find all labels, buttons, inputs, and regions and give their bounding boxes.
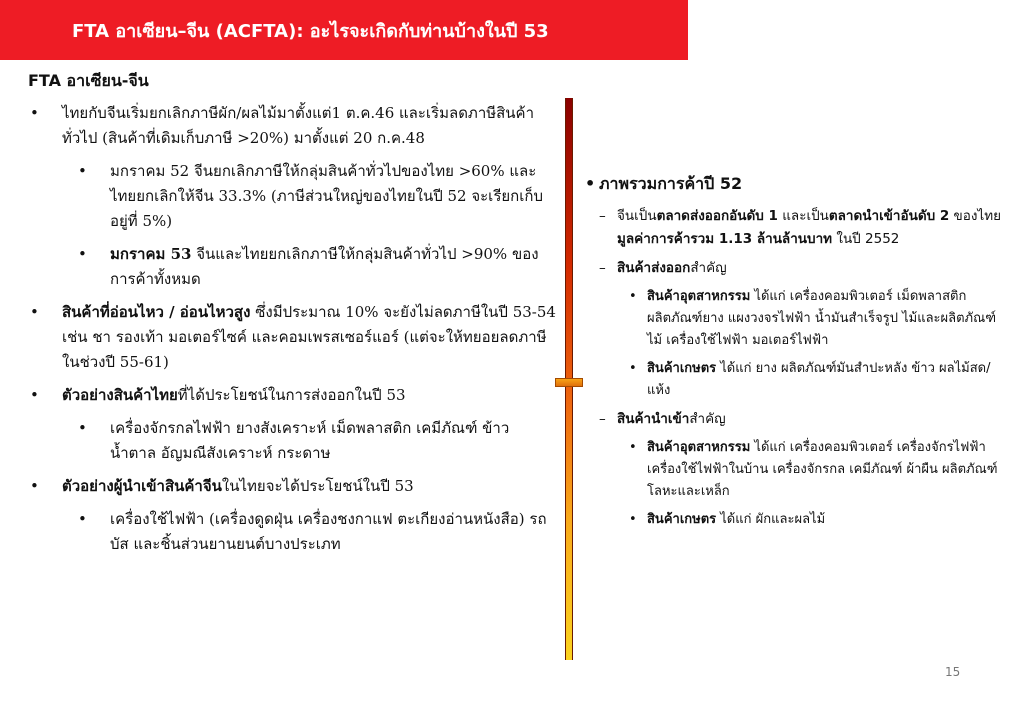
overview-heading <box>585 172 1005 195</box>
bullet-bold-text: ตัวอย่างผู้นำเข้าสินค้าจีน <box>62 477 222 495</box>
page-number: 15 <box>945 665 961 679</box>
bullet-icon: • <box>629 440 637 455</box>
dash-bold-text: มูลค่าการค้ารวม 1.13 ล้านล้านบาท <box>617 231 833 247</box>
section-subtitle: FTA อาเซียน-จีน <box>28 71 149 90</box>
bullet-bold-text: สินค้าอุตสาหกรรม <box>647 289 751 304</box>
dash-text: สำคัญ <box>689 411 726 427</box>
bullet-text: ที่ได้ประโยชน์ในการส่งออกในปี 53 <box>177 386 406 404</box>
bullet-text: ซึ่งมีประมาณ 10% จะยังไม่ลดภาษีในปี 53-54 เช่น ชา รองเท้า มอเตอร์ไซค์ และคอมเพรสเซอร์แอร์ (แต่จะให้ทยอยลดภาษีในช่วงปี 55-61) <box>62 303 556 371</box>
overview-heading-text: ภาพรวมการค้าปี 52 <box>599 174 743 193</box>
bullet-item <box>28 474 558 499</box>
bullet-item <box>28 383 558 408</box>
sub-bullet-item <box>585 358 1005 402</box>
sub-bullet-item <box>28 242 558 292</box>
dash-icon: – <box>599 411 606 427</box>
bullet-icon: • <box>78 510 87 528</box>
bullet-icon: • <box>30 104 39 122</box>
sub-bullet-item <box>28 507 558 557</box>
bullet-icon: • <box>78 162 87 180</box>
bullet-bold-text: ตัวอย่างสินค้าไทย <box>62 386 178 404</box>
dash-text: และเป็น <box>777 208 829 224</box>
right-content <box>585 172 1005 537</box>
bullet-bold-text: สินค้าเกษตร <box>647 361 717 376</box>
bullet-icon: • <box>629 289 637 304</box>
dash-item <box>585 205 1005 251</box>
sub-bullet-item <box>585 437 1005 503</box>
bullet-item <box>28 101 558 151</box>
bullet-icon: • <box>30 386 39 404</box>
dash-bold-text: ตลาดส่งออกอันดับ 1 <box>656 208 778 224</box>
thermometer-crossbar <box>555 378 583 387</box>
bullet-text: ได้แก่ ยาง ผลิตภัณฑ์มันสำปะหลัง ข้าว ผลไม้สด/แห้ง <box>647 361 991 398</box>
bullet-text: มกราคม 52 จีนยกเลิกภาษีให้กลุ่มสินค้าทั่วไปของไทย >60% และไทยยกเลิกให้จีน 33.3% (ภาษีส่วนใหญ่ของไทยในปี 52 จะเรียกเก็บอยู่ที่ 5%) <box>110 162 543 230</box>
sub-bullet-item <box>585 286 1005 352</box>
slide-title-bar <box>0 0 688 60</box>
slide-title: FTA อาเซียน–จีน (ACFTA): อะไรจะเกิดกับท่านบ้างในปี 53 <box>72 20 549 42</box>
dash-text: สำคัญ <box>690 260 727 276</box>
dash-item <box>585 408 1005 431</box>
bullet-icon: • <box>629 361 637 376</box>
bullet-item <box>28 300 558 375</box>
dash-text: ในปี 2552 <box>832 231 900 247</box>
bullet-text: จีนและไทยยกเลิกภาษีให้กลุ่มสินค้าทั่วไป >90% ของการค้าทั้งหมด <box>110 245 539 288</box>
bullet-bold-text: สินค้าอุตสาหกรรม <box>647 440 751 455</box>
bullet-text: ได้แก่ เครื่องคอมพิวเตอร์ เครื่องจักรไฟฟ้า เครื่องใช้ไฟฟ้าในบ้าน เครื่องจักรกล เคมีภัณฑ์ ผ้าผืน ผลิตภัณฑ์โลหะและเหล็ก <box>647 440 998 499</box>
bullet-text: เครื่องใช้ไฟฟ้า (เครื่องดูดฝุ่น เครื่องชงกาแฟ ตะเกียงอ่านหนังสือ) รถบัส และชิ้นส่วนยานยนต์บางประเภท <box>110 510 547 553</box>
sub-bullet-item <box>28 159 558 234</box>
bullet-bold-text: สินค้าเกษตร <box>647 512 717 527</box>
dash-bold-text: สินค้าส่งออก <box>617 260 691 276</box>
dash-bold-text: สินค้านำเข้า <box>617 411 690 427</box>
sub-bullet-item <box>28 416 558 466</box>
dash-icon: – <box>599 208 606 224</box>
thermometer-divider <box>565 98 573 660</box>
bullet-text: ได้แก่ ผักและผลไม้ <box>716 512 826 527</box>
dash-icon: – <box>599 260 606 276</box>
bullet-text: ได้แก่ เครื่องคอมพิวเตอร์ เม็ดพลาสติก ผลิตภัณฑ์ยาง แผงวงจรไฟฟ้า น้ำมันสำเร็จรูป ไม้และผลิตภัณฑ์ไม้ เครื่องใช้ไฟฟ้า มอเตอร์ไฟฟ้า <box>647 289 996 348</box>
left-content <box>28 68 558 565</box>
bullet-bold-text: มกราคม 53 <box>110 245 192 263</box>
bullet-icon: • <box>78 245 87 263</box>
bullet-icon: • <box>585 174 596 193</box>
bullet-icon: • <box>30 477 39 495</box>
dash-text: จีนเป็น <box>617 208 657 224</box>
dash-bold-text: ตลาดนำเข้าอันดับ 2 <box>828 208 950 224</box>
dash-text: ของไทย <box>949 208 1002 224</box>
bullet-icon: • <box>78 419 87 437</box>
sub-bullet-item <box>585 509 1005 531</box>
bullet-icon: • <box>629 512 637 527</box>
bullet-text: ไทยกับจีนเริ่มยกเลิกภาษีผัก/ผลไม้มาตั้งแต่1 ต.ค.46 และเริ่มลดภาษีสินค้าทั่วไป (สินค้าที่เดิมเก็บภาษี >20%) มาตั้งแต่ 20 ก.ค.48 <box>62 104 534 147</box>
dash-item <box>585 257 1005 280</box>
bullet-icon: • <box>30 303 39 321</box>
bullet-text: ในไทยจะได้ประโยชน์ในปี 53 <box>221 477 414 495</box>
bullet-text: เครื่องจักรกลไฟฟ้า ยางสังเคราะห์ เม็ดพลาสติก เคมีภัณฑ์ ข้าว น้ำตาล อัญมณีสังเคราะห์ กระดาษ <box>110 419 510 462</box>
bullet-bold-text: สินค้าที่อ่อนไหว / อ่อนไหวสูง <box>62 303 251 321</box>
